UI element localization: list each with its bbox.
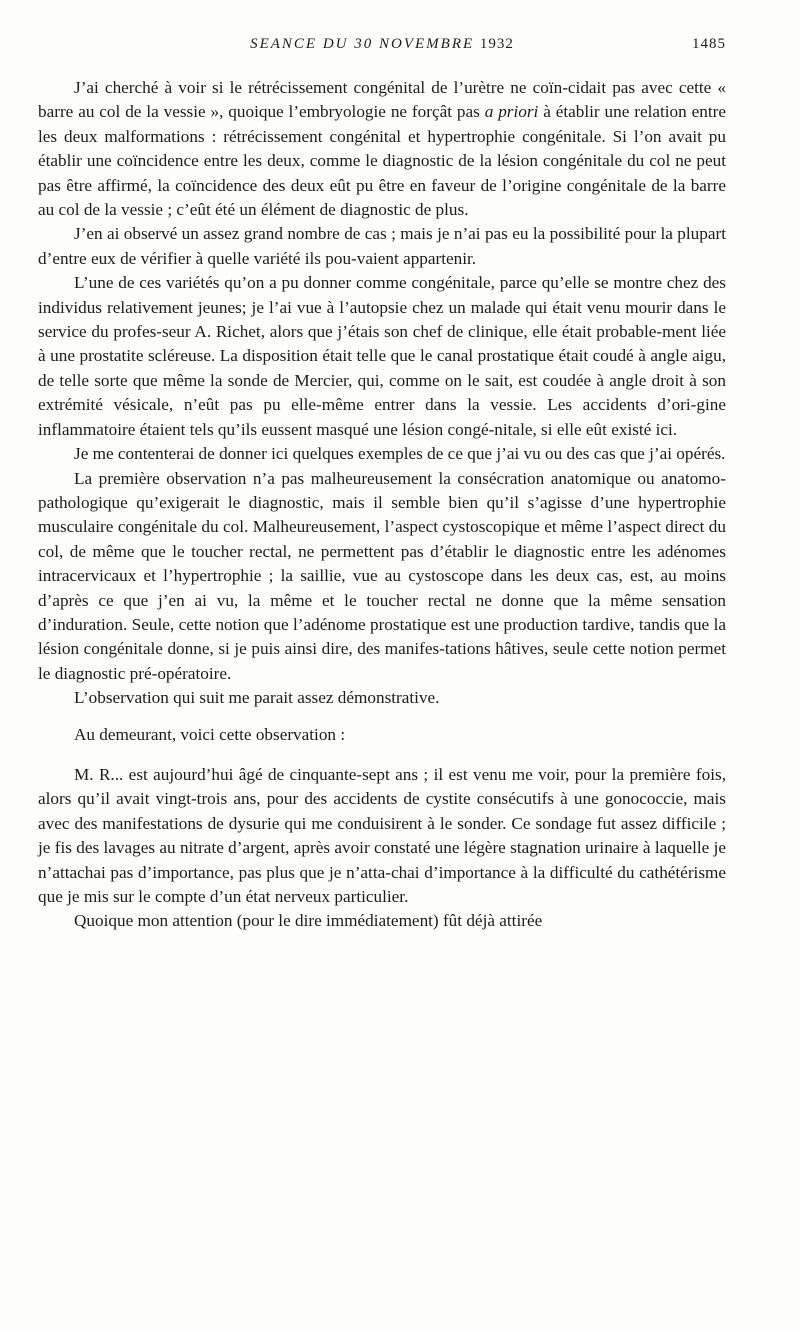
session-year: 1932	[479, 36, 514, 52]
paragraph-1-rest: à établir une relation entre les deux malformations : rétrécissement congénital et hypertrophie congénitale. Si l’on avait pu établir une coïncidence entre les deux, comme le diagnostic de la lésion congénitale du col ne peut pas être affirmé, la coïncidence des deux eût pu être en faveur de l’origine congénitale de la barre au col de la vessie ; c’eût été un élément de diagnostic de plus.	[38, 102, 726, 220]
paragraph-6: L’observation qui suit me parait assez démonstrative.	[74, 688, 440, 708]
italic-a-priori: a priori	[484, 102, 539, 122]
observation-paragraph: M. R... est aujourd’hui âgé de cinquante-sept ans ; il est venu me voir, pour la première fois, alors qu’il avait vingt-trois ans, pour des accidents de cystite consécutifs à une gonococcie, mais avec des manifestations de dysurie qui me conduisirent à le sonder. Ce sondage fut assez difficile ; je fis des lavages au nitrate d’argent, après avoir constaté une légère stagnation urinaire à laquelle je n’attachai pas d’importance, pas plus que je n’atta-chai d’importance à la difficulté du cathétérisme que je mis sur le compte d’un état nerveux particulier.	[38, 764, 726, 906]
paragraph-1	[38, 76, 726, 222]
paragraph-5: La première observation n’a pas malheureusement la consécration anatomique ou anatomo-pathologique qu’exigerait le diagnostic, mais il semble bien qu’il s’agisse d’une hypertrophie musculaire congénitale du col. Malheureusement, l’aspect cystoscopique et même l’aspect direct du col, de même que le toucher rectal, ne permettent pas d’établir le diagnostic entre les adénomes intracervicaux et l’hypertrophie ; la saillie, vue au cystoscope dans les deux cas, est, au moins d’après ce que j’en ai vu, la même et le toucher rectal ne donne que la même sensation d’induration. Seule, cette notion que l’adénome prostatique est une production tardive, tandis que la lésion congénitale donne, si je puis ainsi dire, des manifes-tations hâtives, seule cette notion permet le diagnostic pré-opératoire.	[38, 468, 726, 683]
page-number: 1485	[692, 36, 726, 52]
paragraph-3: L’une de ces variétés qu’on a pu donner comme congénitale, parce qu’elle se montre chez des individus relativement jeunes; je l’ai vue à l’autopsie chez un malade qui était venu mourir dans le service du profes-seur A. Richet, alors que j’étais son chef de clinique, elle était probable-ment liée à une prostatite scléreuse. La disposition était telle que le canal prostatique était coudé à angle aigu, de telle sorte que même la sonde de Mercier, qui, comme on le sait, est coudée à angle droit à son extrémité vésicale, n’eût pas pu elle-même entrer dans la vessie. Les accidents d’ori-gine inflammatoire étaient tels qu’ils eussent masqué une lésion congé-nitale, si elle eût existé ici.	[38, 273, 726, 439]
paragraph-4: Je me contenterai de donner ici quelques exemples de ce que j’ai vu ou des cas que j’ai opérés.	[74, 444, 726, 464]
paragraph-1-lead: J’ai cherché à voir si le rétrécissement congénital de l’urètre ne coïn-cidait pas avec cette « barre au col de la vessie », quoique l’embryologie ne forçât pas	[38, 78, 726, 122]
session-title: SEANCE DU 30 NOVEMBRE	[250, 36, 475, 52]
paragraph-2: J’en ai observé un assez grand nombre de cas ; mais je n’ai pas eu la possibilité pour la plupart d’entre eux de vérifier à quelle variété ils pou-vaient appartenir.	[38, 224, 726, 268]
running-head-title	[38, 36, 726, 53]
paragraph-9: Quoique mon attention (pour le dire immédiatement) fût déjà attirée	[74, 911, 543, 931]
running-head	[38, 36, 726, 58]
article-body	[38, 76, 726, 934]
paragraph-7: Au demeurant, voici cette observation :	[74, 724, 346, 744]
